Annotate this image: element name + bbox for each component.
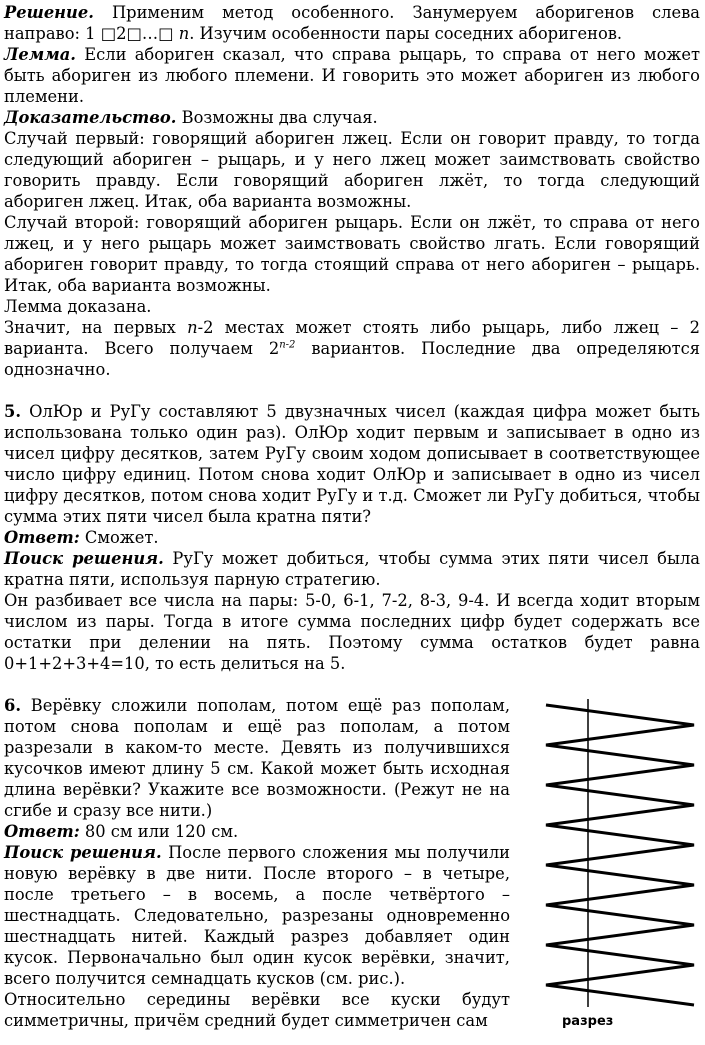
problem-6-search: Поиск решения. После первого сложения мы получили новую верёвку в две нити. После второго – в четыре, после третьего – в восемь, а после четвёртого – шестнадцать. Следовательно, разрезаны одновременно шестнадцать нитей. Каждый разрез добавляет один кусок. Первоначально был один кусок верёвки, значит, всего получится семнадцать кусков (см. рис.). xyxy=(4,843,511,988)
missing-glyph: □ xyxy=(100,24,117,43)
lemma-proved-text: Лемма доказана. xyxy=(4,297,152,316)
problem-6-answer: Ответ: 80 см или 120 см. xyxy=(4,822,239,841)
problem-6-statement: 6. Верёвку сложили пополам, потом ещё раз пополам, потом снова пополам и ещё раз пополам, а потом разрезали в каком-то месте. Девять из получившихся кусочков имеют длину 5 см. Какой может быть исходная длина верёвки? Укажите все возможности. (Режут не на сгибе и сразу все нити.) xyxy=(4,696,510,820)
lemma-label: Лемма. xyxy=(4,45,76,64)
figure-caption: разрез xyxy=(562,1014,614,1029)
answer-label: Ответ: xyxy=(4,822,80,841)
document-page xyxy=(4,2,700,1031)
problem-5-answer: Ответ: Сможет. xyxy=(4,528,159,547)
search-label: Поиск решения. xyxy=(4,549,164,568)
problem-5-search: Поиск решения. РуГу может добиться, чтобы сумма этих пяти чисел была кратна пяти, используя парную стратегию. xyxy=(4,549,700,589)
problem-6-continuation: Относительно середины верёвки все куски будут симметричны, причём средний будет симметричен сам xyxy=(4,990,510,1030)
missing-glyph: □ xyxy=(158,24,174,43)
problem-5-statement: 5. ОлЮр и РуГу составляют 5 двузначных чисел (каждая цифра может быть использована только один раз). ОлЮр ходит первым и записывает в одно из чисел цифру десятков, затем РуГу своим ходом дописывает в соответствующее число цифру единиц. Потом снова ходит ОлЮр и записывает в одно из чисел цифру десятков, потом снова ходит РуГу и т.д. Сможет ли РуГу добиться, чтобы сумма этих пяти чисел была кратна пяти? xyxy=(4,402,700,526)
lemma-paragraph: Лемма. Если абориген сказал, что справа рыцарь, то справа от него может быть абориген из любого племени. И говорить это может абориген из любого племени. xyxy=(4,45,700,106)
search-label: Поиск решения. xyxy=(4,843,162,862)
exponent: n-2 xyxy=(279,339,296,351)
zigzag-rope-diagram xyxy=(534,695,704,1035)
folded-rope-figure xyxy=(534,695,704,1035)
conclusion-paragraph: Значит, на первых n-2 местах может стоять либо рыцарь, либо лжец – 2 варианта. Всего получаем 2$^{n-2}$ вариантов. Последние два определяются однозначно. xyxy=(4,318,700,379)
zigzag-rope xyxy=(546,705,694,1005)
case-two-paragraph: Случай второй: говорящий абориген рыцарь. Если он лжёт, то справа от него лжец, и у него рыцарь может заимствовать свойство лгать. Если говорящий абориген говорит правду, то тогда стоящий справа от него абориген – рыцарь. Итак, оба варианта возможны. xyxy=(4,213,700,295)
answer-label: Ответ: xyxy=(4,528,80,547)
solution-label: Решение. xyxy=(4,3,94,22)
problem-5-explanation: Он разбивает все числа на пары: 5-0, 6-1, 7-2, 8-3, 9-4. И всегда ходит вторым числом из пары. Тогда в итоге сумма последних цифр будет содержать все остатки при делении на пять. Поэтому сумма остатков будет равна 0+1+2+3+4=10, то есть делиться на 5. xyxy=(4,591,700,673)
problem-number: 6. xyxy=(4,696,21,715)
solution-paragraph: Решение. Применим метод особенного. Занумеруем аборигенов слева направо: 1 □2□…□ n. Изучим особенности пары соседних аборигенов. xyxy=(4,3,700,43)
problem-6-block xyxy=(4,695,700,1031)
problem-6-text-column xyxy=(4,695,510,1031)
proof-label: Доказательство. xyxy=(4,108,177,127)
case-one-paragraph: Случай первый: говорящий абориген лжец. Если он говорит правду, то тогда следующий абориген – рыцарь, и у него лжец может заимствовать свойство говорить правду. Если говорящий абориген лжёт, то тогда следующий абориген лжец. Итак, оба варианта возможны. xyxy=(4,129,700,211)
problem-number: 5. xyxy=(4,402,21,421)
proof-paragraph: Доказательство. Возможны два случая. xyxy=(4,108,378,127)
missing-glyph: □ xyxy=(126,24,142,43)
